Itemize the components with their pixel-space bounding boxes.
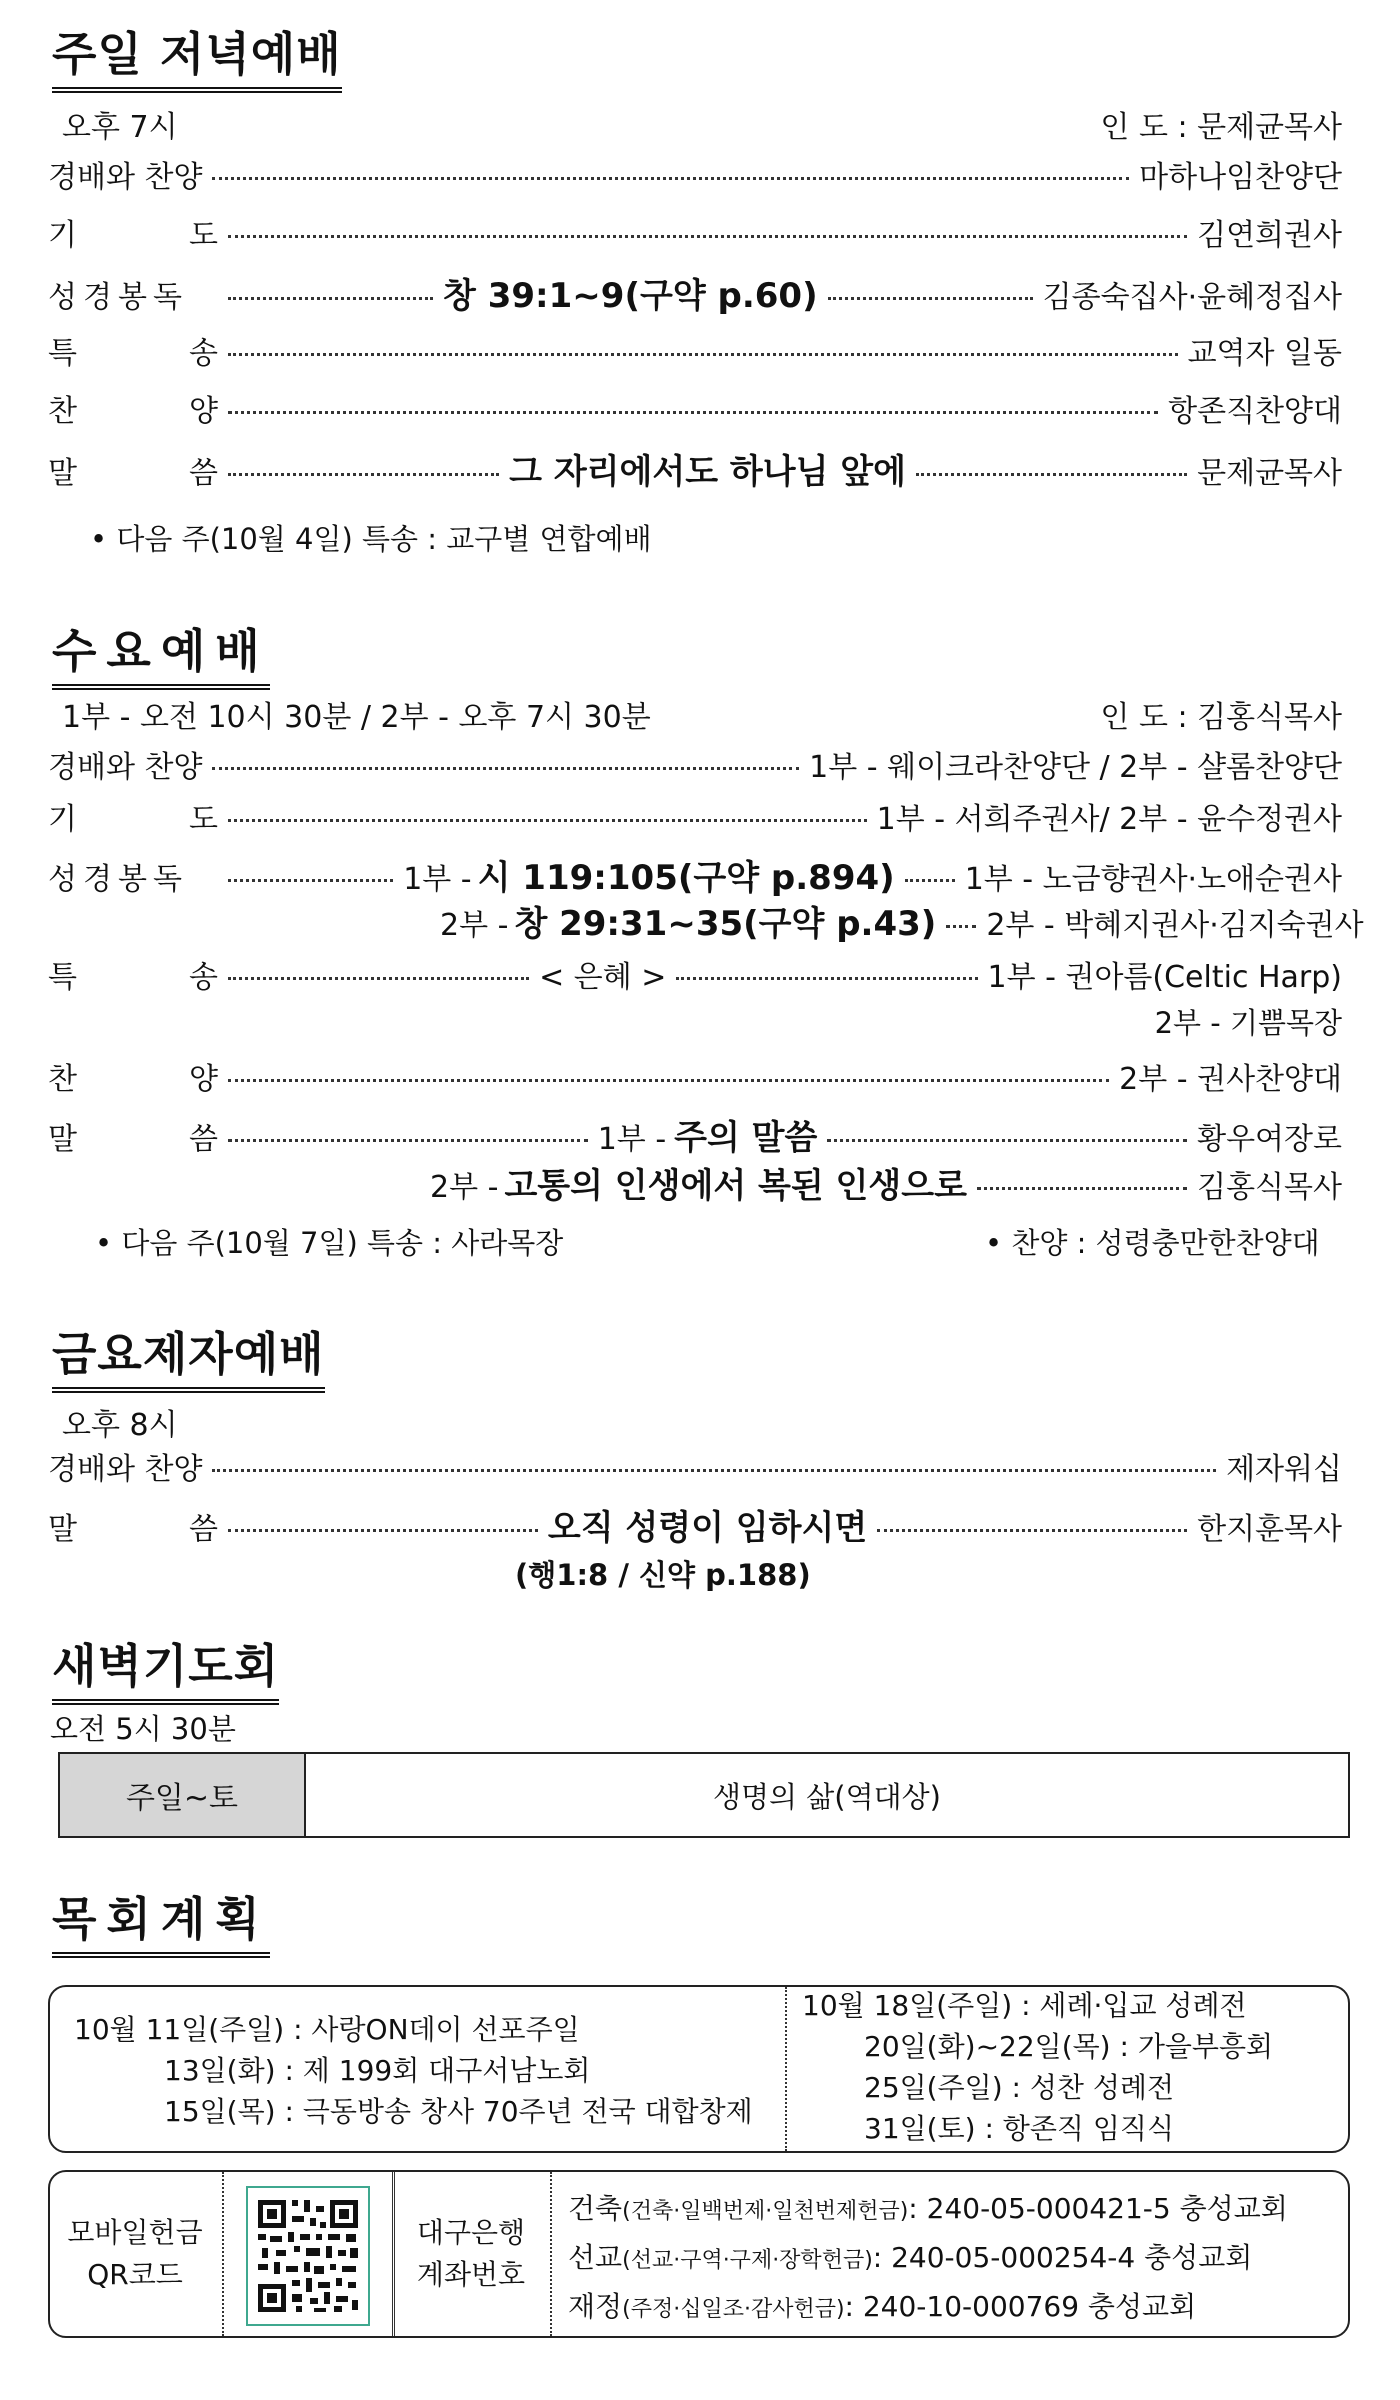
row-value: 김연희권사 (1197, 218, 1342, 253)
wednesday-row-special (48, 960, 1342, 996)
row-value: 한지훈목사 (1197, 1512, 1342, 1547)
sermon-title: 주의 말씀 (674, 1118, 818, 1158)
wednesday-row-reading-2 (440, 904, 1364, 945)
dot-leader (228, 1529, 538, 1532)
plan-box (48, 1985, 1350, 2153)
plan-item: 31일(토) : 항존직 임직식 (864, 2112, 1174, 2145)
dot-leader (228, 473, 499, 476)
wednesday-note-left: • 다음 주(10월 7일) 특송 : 사라목장 (95, 1226, 564, 1260)
wednesday-row-sermon-1 (48, 1118, 1342, 1159)
account-row (568, 2284, 1288, 2333)
dot-leader (228, 297, 433, 300)
reading-passage: 창 29:31~35(구약 p.43) (514, 904, 937, 944)
row-label: 성경봉독 (48, 280, 188, 315)
dot-leader (977, 1187, 1187, 1190)
dot-leader (905, 879, 955, 882)
dot-leader (228, 819, 867, 822)
row-value: 2부 - 권사찬양대 (1119, 1062, 1342, 1097)
special-title: < 은혜 > (539, 960, 667, 995)
sunday-row-prayer (48, 218, 1342, 254)
account-name: 재정 (568, 2290, 623, 2323)
account-name: 선교 (568, 2241, 623, 2274)
dot-leader (676, 977, 977, 980)
row-label: 말 씀 (48, 1122, 218, 1157)
sunday-reading-passage: 창 39:1~9(구약 p.60) (443, 276, 818, 316)
sermon-part-prefix: 1부 - (597, 1122, 667, 1157)
row-value: 2부 - 박혜지권사·김지숙권사 (986, 908, 1364, 943)
dot-leader (946, 925, 976, 928)
row-value: 항존직찬양대 (1168, 394, 1342, 429)
dawn-day-cell: 주일~토 (60, 1754, 306, 1836)
row-label: 성경봉독 (48, 862, 188, 897)
dawn-time: 오전 5시 30분 (50, 1712, 236, 1746)
row-label: 말 씀 (48, 1512, 218, 1547)
account-number: : 240-05-000421-5 충성교회 (908, 2192, 1288, 2225)
dawn-table (58, 1752, 1350, 1838)
wednesday-leader: 인 도 : 김홍식목사 (1100, 700, 1342, 735)
row-label: 특 송 (48, 960, 218, 995)
plan-item: 13일(화) : 제 199회 대구서남노회 (164, 2054, 591, 2087)
dot-leader (228, 879, 393, 882)
friday-time-row (62, 1408, 1342, 1444)
dot-leader (212, 767, 799, 770)
account-list (568, 2186, 1288, 2333)
row-value: 황우여장로 (1197, 1122, 1342, 1157)
wednesday-time-row (62, 700, 1342, 736)
sunday-time: 오후 7시 (62, 110, 178, 145)
dot-leader (228, 1139, 588, 1142)
sunday-sermon-title: 그 자리에서도 하나님 앞에 (509, 452, 906, 492)
row-label: 찬 양 (48, 394, 218, 429)
reading-passage: 시 119:105(구약 p.894) (477, 858, 895, 898)
dot-leader (212, 177, 1129, 180)
divider (222, 2172, 224, 2336)
row-label: 말 씀 (48, 456, 218, 491)
friday-section-title: 금요제자예배 (52, 1328, 325, 1393)
account-number: : 240-10-000769 충성교회 (844, 2290, 1197, 2323)
sunday-leader: 인 도 : 문제균목사 (1100, 110, 1342, 145)
sunday-time-row (62, 110, 1342, 146)
dot-leader (228, 1079, 1109, 1082)
plan-item: 20일(화)~22일(목) : 가을부흥회 (864, 2030, 1274, 2063)
wednesday-note-right: • 찬양 : 성령충만한찬양대 (985, 1226, 1320, 1260)
sunday-row-reading (48, 276, 1342, 317)
account-name: 건축 (568, 2192, 623, 2225)
reading-part-prefix: 1부 - (403, 862, 472, 897)
plan-left-column (74, 2009, 753, 2132)
sermon-title: 고통의 인생에서 복된 인생으로 (504, 1166, 967, 1206)
sunday-row-sermon (48, 452, 1342, 493)
row-label: 기 도 (48, 802, 218, 837)
dawn-section-title: 새벽기도회 (52, 1640, 279, 1705)
plan-divider (785, 1987, 787, 2151)
friday-row-praise (48, 1452, 1342, 1488)
dot-leader (228, 411, 1158, 414)
qr-code-icon[interactable] (246, 2186, 370, 2326)
account-number: : 240-05-000254-4 충성교회 (872, 2241, 1253, 2274)
bank-account-label: 대구은행 계좌번호 (416, 2216, 526, 2291)
plan-item: 25일(주일) : 성찬 성례전 (864, 2071, 1174, 2104)
dot-leader (212, 1469, 1216, 1472)
reading-part-prefix: 2부 - (440, 908, 509, 943)
sermon-part-prefix: 2부 - (430, 1170, 499, 1205)
divider (392, 2172, 395, 2336)
wednesday-row-praise (48, 750, 1342, 786)
dot-leader (827, 1139, 1187, 1142)
row-value: 제자워십 (1226, 1452, 1342, 1487)
offering-box (48, 2170, 1350, 2338)
dot-leader (828, 297, 1033, 300)
row-value: 김홍식목사 (1197, 1170, 1342, 1205)
mobile-offering-label: 모바일헌금 QR코드 (67, 2216, 203, 2291)
friday-sermon-reference: (행1:8 / 신약 p.188) (515, 1558, 811, 1592)
row-value: 1부 - 노금향권사·노애순권사 (964, 862, 1342, 897)
plan-item: 15일(목) : 극동방송 창사 70주년 전국 대합창제 (164, 2095, 753, 2128)
sunday-note: • 다음 주(10월 4일) 특송 : 교구별 연합예배 (90, 522, 652, 556)
wednesday-row-prayer (48, 802, 1342, 838)
account-detail: (주정·십일조·감사헌금) (622, 2297, 845, 2322)
dot-leader (877, 1529, 1187, 1532)
plan-item: 10월 11일(주일) : 사랑ON데이 선포주일 (74, 2013, 580, 2046)
row-value: 1부 - 서희주권사/ 2부 - 윤수정권사 (876, 802, 1342, 837)
divider (550, 2172, 552, 2336)
sunday-row-choir (48, 394, 1342, 430)
sunday-row-praise (48, 160, 1342, 196)
plan-right-column (802, 1985, 1273, 2149)
row-label: 기 도 (48, 218, 218, 253)
dot-leader (228, 977, 529, 980)
friday-row-sermon (48, 1508, 1342, 1549)
row-value: 김종숙집사·윤혜정집사 (1042, 280, 1343, 315)
row-value: 교역자 일동 (1187, 336, 1342, 371)
sunday-row-special (48, 336, 1342, 372)
friday-time: 오후 8시 (62, 1408, 178, 1443)
account-detail: (건축·일백번제·일천번제헌금) (622, 2199, 909, 2224)
row-value: 마하나임찬양단 (1139, 160, 1342, 195)
account-row (568, 2235, 1288, 2284)
row-value: 문제균목사 (1197, 456, 1343, 491)
wednesday-row-reading-1 (48, 858, 1342, 899)
wednesday-row-sermon-2 (430, 1166, 1342, 1207)
dot-leader (916, 473, 1187, 476)
wednesday-section-title: 수요예배 (52, 625, 270, 690)
plan-item: 10월 18일(주일) : 세례·입교 성례전 (802, 1989, 1247, 2022)
account-detail: (선교·구역·구제·장학헌금) (622, 2248, 873, 2273)
row-value: 1부 - 권아름(Celtic Harp) (987, 960, 1342, 995)
dawn-content-cell: 생명의 삶(역대상) (713, 1779, 941, 1814)
account-row (568, 2186, 1288, 2235)
row-value: 1부 - 웨이크라찬양단 / 2부 - 샬롬찬양단 (809, 750, 1342, 785)
dot-leader (228, 353, 1178, 356)
row-label: 찬 양 (48, 1062, 218, 1097)
sunday-section-title: 주일 저녁예배 (52, 28, 342, 93)
friday-sermon-title: 오직 성령이 임하시면 (547, 1508, 868, 1548)
row-label: 특 송 (48, 336, 218, 371)
plan-section-title: 목회계획 (52, 1893, 270, 1958)
dot-leader (228, 235, 1187, 238)
row-label: 경배와 찬양 (48, 1452, 203, 1487)
wednesday-row-choir (48, 1062, 1342, 1098)
wednesday-time: 1부 - 오전 10시 30분 / 2부 - 오후 7시 30분 (62, 700, 651, 735)
row-label: 경배와 찬양 (48, 160, 203, 195)
wednesday-special-part2: 2부 - 기쁨목장 (1154, 1006, 1342, 1040)
row-label: 경배와 찬양 (48, 750, 203, 785)
